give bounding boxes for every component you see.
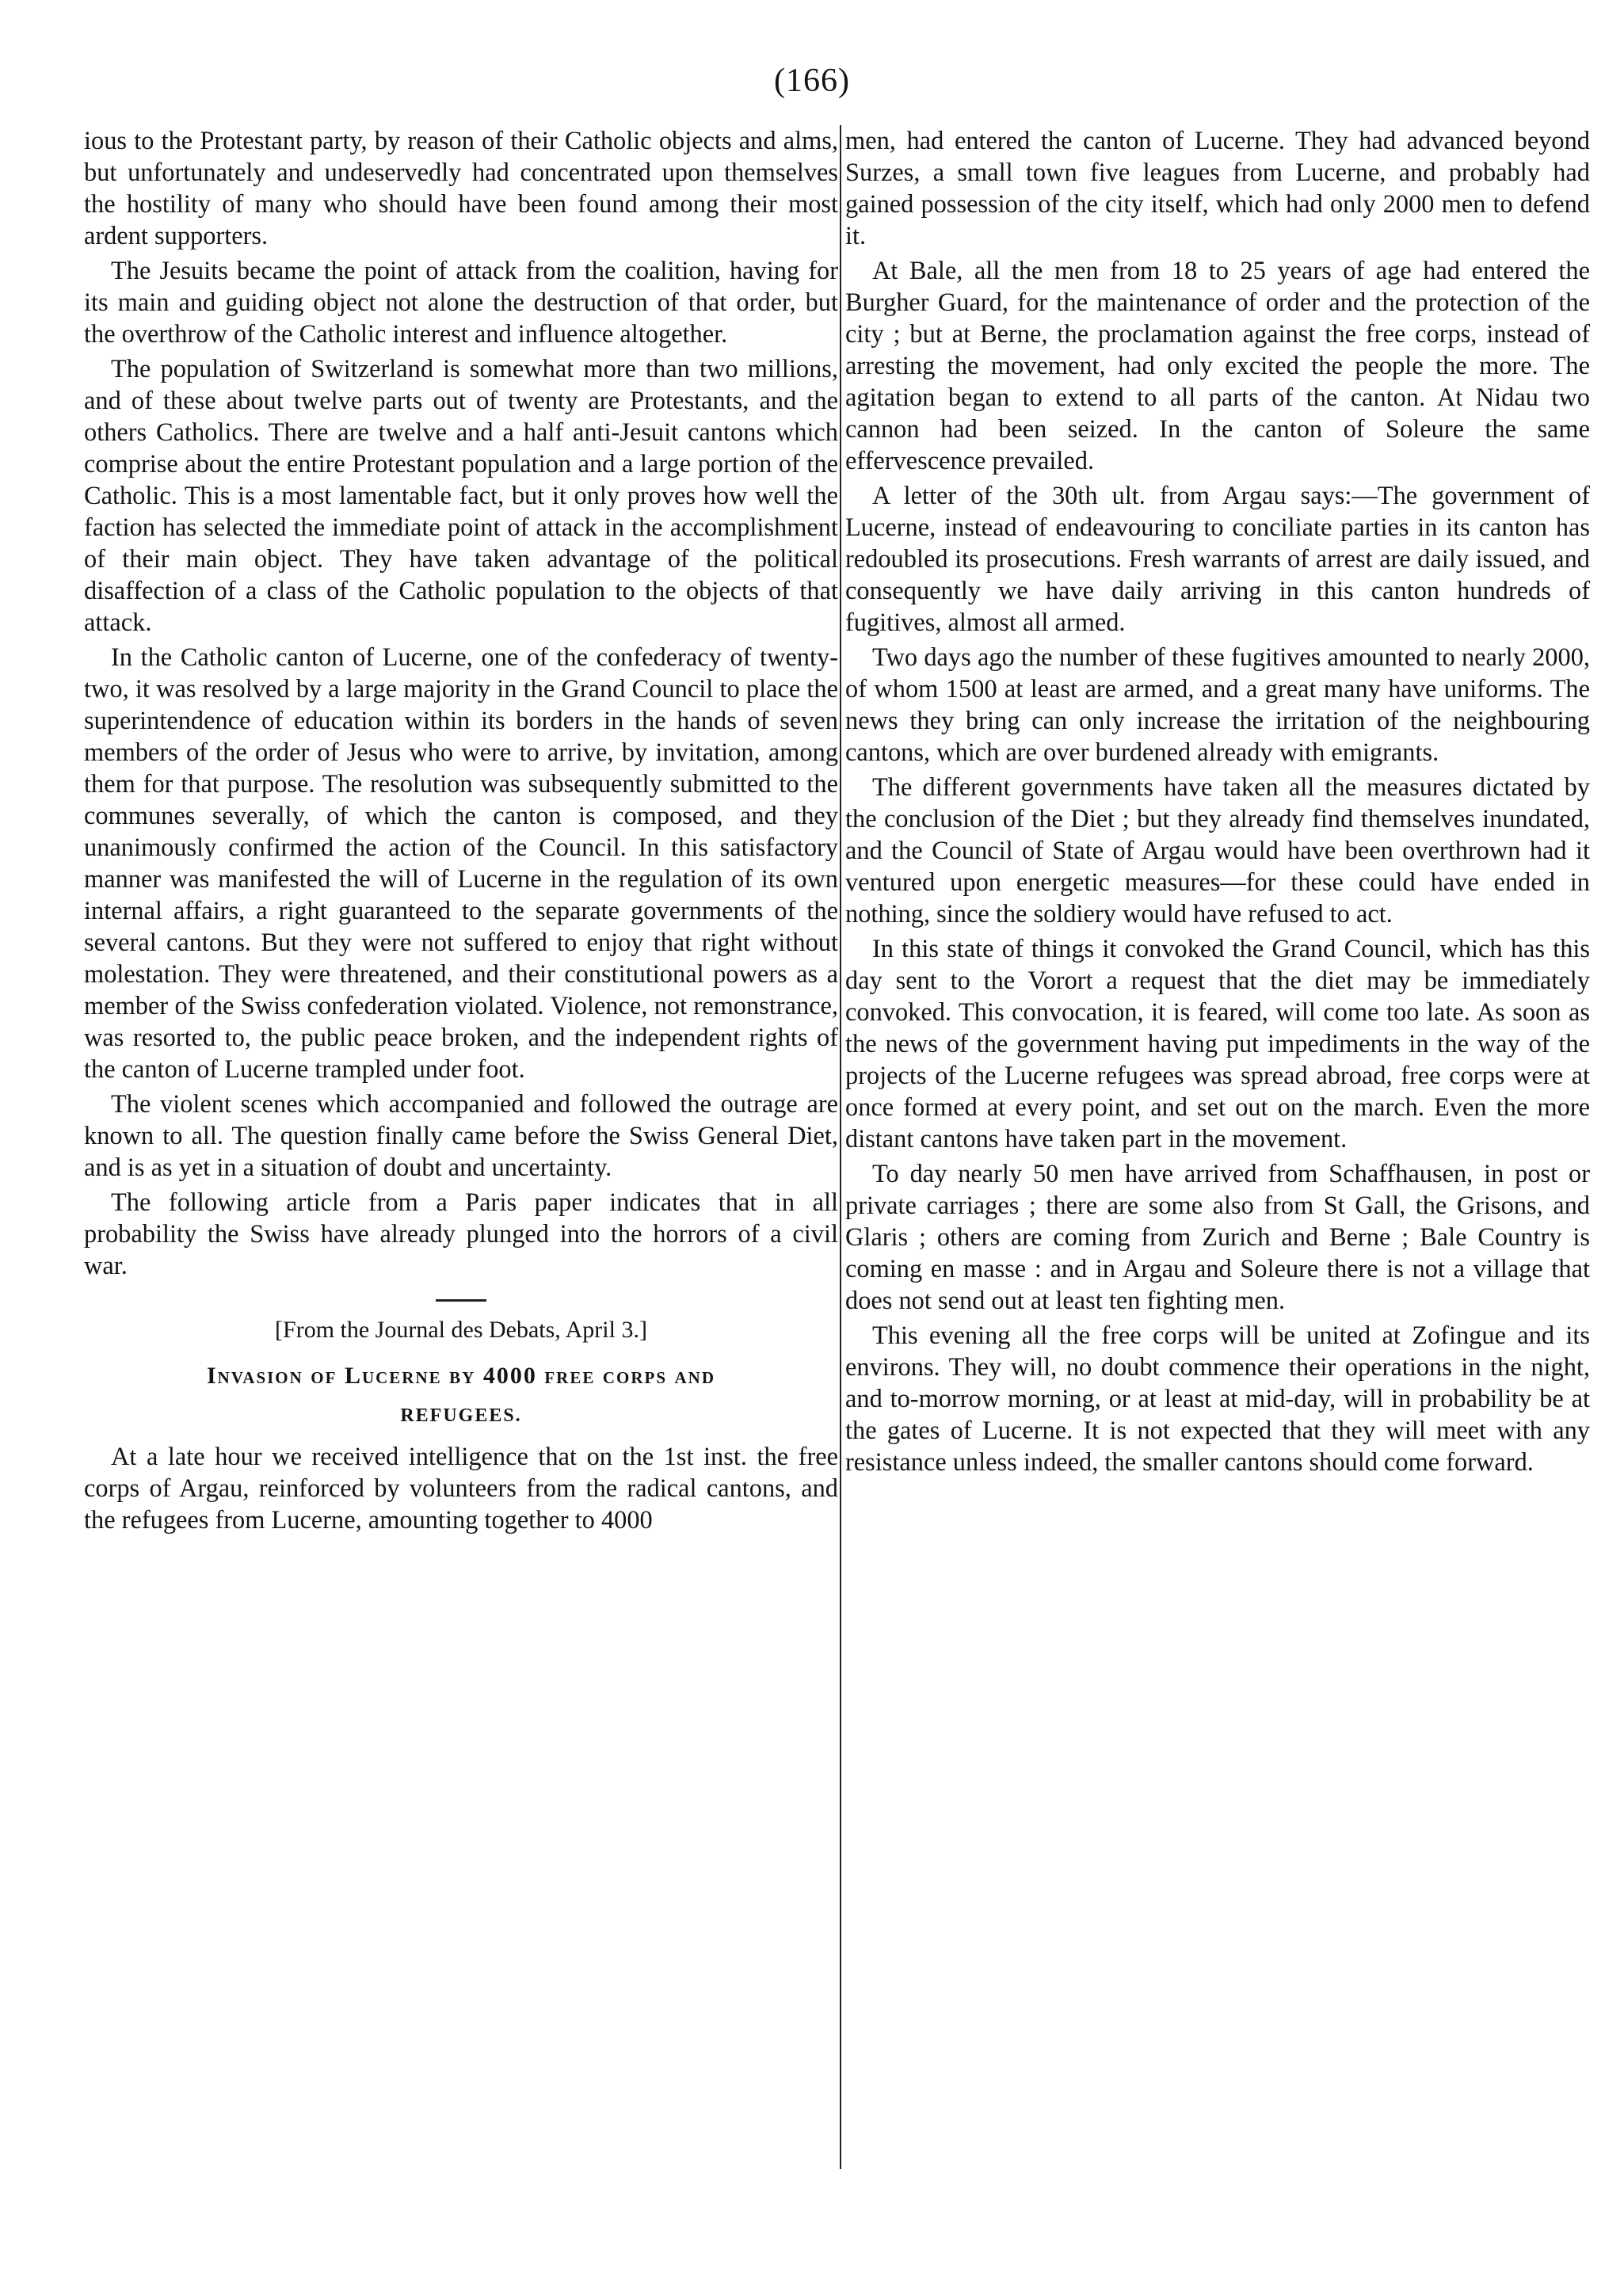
left-paragraph-5: The violent scenes which accompanied and followed the outrage are known to all. The question finally came before the Swiss General Diet, and is as yet in a situation of doubt and uncertainty.	[84, 1090, 838, 1182]
left-column	[84, 125, 838, 1539]
section-rule	[436, 1299, 486, 1302]
left-final-paragraph: At a late hour we received intelligence that on the 1st inst. the free corps of Argau, reinforced by volunteers from the radical cantons, and the refugees from Lucerne, amounting together to 4000	[84, 1443, 838, 1535]
right-paragraph-6: In this state of things it convoked the Grand Council, which has this day sent to the Vorort a request that the diet may be immediately convoked. This convocation, it is feared, will come too late. As soon as the news of the government having put impediments in the way of the projects of the Lucerne refugees was spread abroad, free corps were at once formed at every point, and set out on the march. Even the more distant cantons have taken part in the movement.	[845, 935, 1590, 1153]
left-paragraph-6: The following article from a Paris paper indicates that in all probability the Swiss have already plunged into the horrors of a civil war.	[84, 1188, 838, 1280]
right-paragraph-3: A letter of the 30th ult. from Argau says:—The government of Lucerne, instead of endeavouring to conciliate parties in its canton has redoubled its prosecutions. Fresh warrants of arrest are daily issued, and consequently we have daily arriving in this canton hundreds of fugitives, almost all armed.	[845, 482, 1590, 637]
right-paragraph-7: To day nearly 50 men have arrived from Schaffhausen, in post or private carriages ; there are some also from St Gall, the Grisons, and Glaris ; others are coming from Zurich and Berne ; Bale Country is coming en masse : and in Argau and Soleure there is not a village that does not send out at least ten fighting men.	[845, 1160, 1590, 1315]
right-paragraph-1: men, had entered the canton of Lucerne. They had advanced beyond Surzes, a small town five leagues from Lucerne, and probably had gained possession of the city itself, which had only 2000 men to defend it.	[845, 127, 1590, 250]
right-column	[845, 125, 1590, 1481]
left-paragraph-3: The population of Switzerland is somewhat more than two millions, and of these about twelve parts out of twenty are Protestants, and the others Catholics. There are twelve and a half anti-Jesuit cantons which comprise about the entire Protestant population and a large portion of the Catholic. This is a most lamentable fact, but it only proves how well the faction has selected the immediate point of attack in the accomplishment of their main object. They have taken advantage of the political disaffection of a class of the Catholic population to the objects of that attack.	[84, 355, 838, 637]
left-paragraph-2: The Jesuits became the point of attack from the coalition, having for its main and guiding object not alone the destruction of that order, but the overthrow of the Catholic interest and influence altogether.	[84, 257, 838, 349]
article-headline: Invasion of Lucerne by 4000 free corps and	[206, 1363, 715, 1389]
right-paragraph-4: Two days ago the number of these fugitives amounted to nearly 2000, of whom 1500 at least are armed, and a great many have uniforms. The news they bring can only increase the irritation of the neighbouring cantons, which are over burdened already with emigrants.	[845, 643, 1590, 767]
source-line: [From the Journal des Debats, April 3.]	[275, 1317, 647, 1343]
left-paragraph-4: In the Catholic canton of Lucerne, one of the confederacy of twenty-two, it was resolved by a large majority in the Grand Council to place the superintendence of education within its borders in the hands of seven members of the order of Jesus who were to arrive, by invitation, among them for that purpose. The resolution was subsequently submitted to the communes severally, of which the canton is composed, and they unanimously confirmed the action of the Council. In this satisfactory manner was manifested the will of Lucerne in the regulation of its own internal affairs, a right guaranteed to the separate governments of the several cantons. But they were not suffered to enjoy that right without molestation. They were threatened, and their constitutional powers as a member of the Swiss confederation violated. Violence, not remonstrance, was resorted to, the public peace broken, and the independent rights of the canton of Lucerne trampled under foot.	[84, 643, 838, 1084]
right-paragraph-2: At Bale, all the men from 18 to 25 years of age had entered the Burgher Guard, for the maintenance of order and the protection of the city ; but at Berne, the proclamation against the free corps, instead of arresting the movement, had only excited the people the more. The agitation began to extend to all parts of the canton. At Nidau two cannon had been seized. In the canton of Soleure the same effervescence prevailed.	[845, 257, 1590, 475]
right-paragraph-8: This evening all the free corps will be united at Zofingue and its environs. They will, no doubt commence their operations in the night, and to-morrow morning, or at least at mid-day, will in probability be at the gates of Lucerne. It is not expected that they will meet with any resistance unless indeed, the smaller cantons should come forward.	[845, 1321, 1590, 1477]
article-headline-sub: REFUGEES.	[400, 1405, 522, 1426]
column-divider	[840, 125, 841, 2169]
right-paragraph-5: The different governments have taken all the measures dictated by the conclusion of the Diet ; but they already find themselves inundated, and the Council of State of Argau would have been overthrown had it ventured upon energetic measures—for these could have ended in nothing, since the soldiery would have refused to act.	[845, 773, 1590, 928]
page-number: (166)	[774, 63, 850, 99]
left-paragraph-1: ious to the Protestant party, by reason of their Catholic objects and alms, but unfortunately and undeservedly had concentrated upon themselves the hostility of many who should have been found among their most ardent supporters.	[84, 127, 838, 250]
